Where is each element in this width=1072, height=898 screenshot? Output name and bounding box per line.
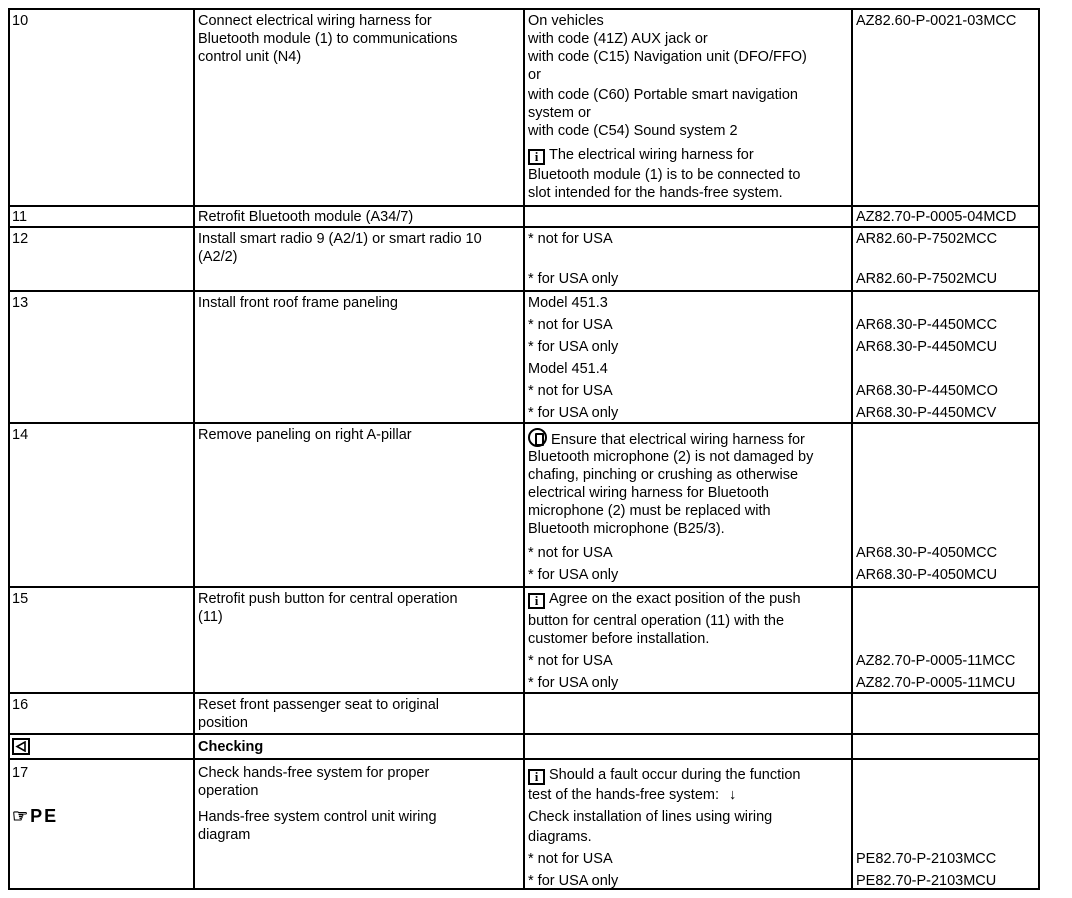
info-note-text: Bluetooth module (1) is to be connected to	[528, 167, 801, 183]
note-text: * not for USA	[528, 231, 613, 247]
action-text: Reset front passenger seat to original	[198, 697, 439, 713]
table-border-top	[8, 8, 1040, 10]
reference-code[interactable]: AR68.30-P-4450MCC	[856, 317, 998, 333]
action-text: control unit (N4)	[198, 49, 302, 65]
action-text: Bluetooth module (1) to communications	[198, 31, 458, 47]
warning-note-text: electrical wiring harness for Bluetooth	[528, 485, 769, 501]
note-text: On vehicles	[528, 13, 604, 29]
action-text: position	[198, 715, 248, 731]
reference-code[interactable]: AZ82.70-P-0005-04MCD	[856, 209, 1017, 225]
note-text: * not for USA	[528, 851, 613, 867]
reference-code[interactable]: PE82.70-P-2103MCC	[856, 851, 997, 867]
row-divider	[8, 422, 1040, 424]
info-note-text: Should a fault occur during the function	[549, 767, 801, 783]
down-arrow-icon: ↓	[729, 787, 737, 803]
action-text: (11)	[198, 609, 223, 625]
note-text: * for USA only	[528, 873, 619, 889]
action-text: Retrofit Bluetooth module (A34/7)	[198, 209, 414, 225]
reference-code[interactable]: AZ82.70-P-0005-11MCC	[856, 653, 1016, 669]
info-note-text: test of the hands-free system:	[528, 787, 720, 803]
reference-code[interactable]: AZ82.70-P-0005-11MCU	[856, 675, 1016, 691]
note-text: * not for USA	[528, 545, 613, 561]
info-note-text: button for central operation (11) with the	[528, 613, 785, 629]
note-text: or	[528, 67, 541, 83]
row-divider	[8, 586, 1040, 588]
info-note-text: slot intended for the hands-free system.	[528, 185, 783, 201]
reference-code[interactable]: AR82.60-P-7502MCU	[856, 271, 998, 287]
row-divider	[8, 692, 1040, 694]
reference-code[interactable]: AR68.30-P-4450MCO	[856, 383, 998, 399]
note-text: system or	[528, 105, 591, 121]
action-text: operation	[198, 783, 259, 799]
warning-note-text: chafing, pinching or crushing as otherwise	[528, 467, 799, 483]
note-text: * for USA only	[528, 675, 619, 691]
warning-note-text: Ensure that electrical wiring harness for	[551, 432, 805, 448]
pe-pointer[interactable]	[12, 806, 58, 827]
info-note	[528, 766, 801, 785]
action-text: (A2/2)	[198, 249, 238, 265]
note-text: with code (41Z) AUX jack or	[528, 31, 708, 47]
row-divider	[8, 733, 1040, 735]
reference-code[interactable]: AR68.30-P-4450MCV	[856, 405, 997, 421]
hand-pointer-icon: ☞	[12, 806, 31, 826]
wiring-diagram-link[interactable]: Hands-free system control unit wiring	[198, 809, 437, 825]
note-text: * for USA only	[528, 405, 619, 421]
pe-label: PE	[30, 806, 59, 826]
info-note-text: The electrical wiring harness for	[549, 147, 754, 163]
step-number: 11	[12, 209, 28, 225]
section-heading-checking: Checking	[198, 739, 264, 755]
warning-note-text: microphone (2) must be replaced with	[528, 503, 771, 519]
note-text: Model 451.4	[528, 361, 608, 377]
reference-code[interactable]: AR68.30-P-4450MCU	[856, 339, 998, 355]
info-note	[528, 590, 801, 609]
step-number: 13	[12, 295, 29, 311]
note-text: diagrams.	[528, 829, 592, 845]
row-divider	[8, 290, 1040, 292]
note-text: Model 451.3	[528, 295, 608, 311]
info-icon: i	[528, 769, 545, 785]
row-divider	[8, 205, 1040, 207]
action-text: Retrofit push button for central operation	[198, 591, 458, 607]
row-divider	[8, 758, 1040, 760]
reference-code[interactable]: AZ82.60-P-0021-03MCC	[856, 13, 1017, 29]
info-note	[528, 786, 736, 804]
info-note-text: customer before installation.	[528, 631, 710, 647]
note-text: * not for USA	[528, 653, 613, 669]
action-text: Connect electrical wiring harness for	[198, 13, 432, 29]
step-number: 12	[12, 231, 29, 247]
note-text: * for USA only	[528, 271, 619, 287]
note-text: * not for USA	[528, 317, 613, 333]
step-number: 16	[12, 697, 29, 713]
action-text: Remove paneling on right A-pillar	[198, 427, 412, 443]
note-text: with code (C54) Sound system 2	[528, 123, 738, 139]
wiring-diagram-link[interactable]: diagram	[198, 827, 251, 843]
warning-note	[528, 428, 805, 449]
reference-code[interactable]: AR68.30-P-4050MCC	[856, 545, 998, 561]
info-icon: i	[528, 149, 545, 165]
note-text: with code (C15) Navigation unit (DFO/FFO)	[528, 49, 807, 65]
warning-icon	[528, 428, 547, 447]
note-text: * not for USA	[528, 383, 613, 399]
step-number: 15	[12, 591, 29, 607]
step-number: 17	[12, 765, 29, 781]
warning-note-text: Bluetooth microphone (2) is not damaged by	[528, 449, 814, 465]
reference-code[interactable]: AR68.30-P-4050MCU	[856, 567, 998, 583]
action-text: Check hands-free system for proper	[198, 765, 430, 781]
note-text: * for USA only	[528, 339, 619, 355]
reference-code[interactable]: AR82.60-P-7502MCC	[856, 231, 998, 247]
action-text: Install smart radio 9 (A2/1) or smart radio 10	[198, 231, 482, 247]
info-icon: i	[528, 593, 545, 609]
checking-triangle-icon	[15, 741, 27, 752]
note-text: * for USA only	[528, 567, 619, 583]
checking-icon	[12, 738, 30, 755]
action-text: Install front roof frame paneling	[198, 295, 398, 311]
info-note	[528, 146, 754, 165]
row-divider	[8, 226, 1040, 228]
note-text: with code (C60) Portable smart navigation	[528, 87, 798, 103]
info-note-text: Agree on the exact position of the push	[549, 591, 801, 607]
reference-code[interactable]: PE82.70-P-2103MCU	[856, 873, 997, 889]
warning-note-text: Bluetooth microphone (B25/3).	[528, 521, 725, 537]
step-number: 10	[12, 13, 29, 29]
step-number: 14	[12, 427, 29, 443]
note-text: Check installation of lines using wiring	[528, 809, 773, 825]
